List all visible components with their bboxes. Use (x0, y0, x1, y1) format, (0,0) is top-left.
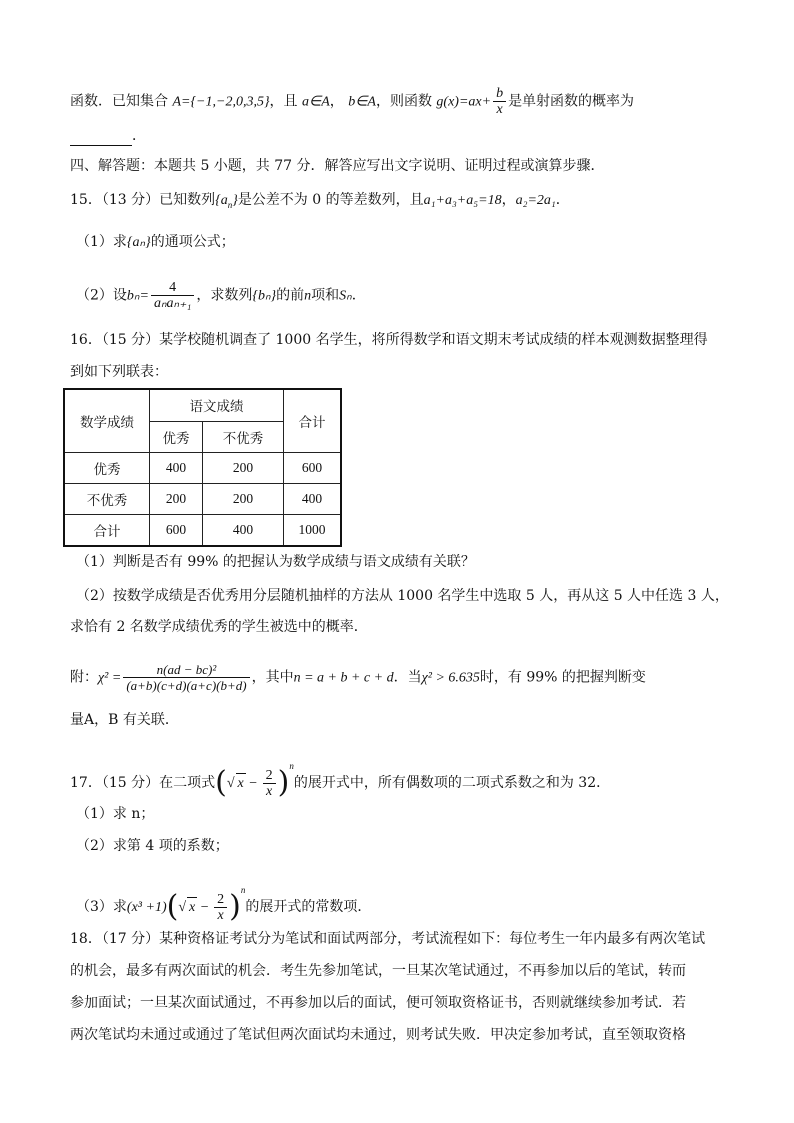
right-paren: ) (277, 765, 290, 800)
binomial-body: √ x − $\frac{2}{x}$ (178, 900, 229, 915)
q16-line2: 到如下列联表： (70, 364, 168, 380)
minus: − (245, 776, 261, 791)
left-paren: ( (166, 889, 179, 924)
q15-b-def: bₙ= (126, 288, 149, 304)
q15-seq-close: } (232, 193, 238, 208)
answer-blank-line (70, 126, 146, 146)
cell: 400 (150, 453, 203, 484)
period: ． (132, 128, 146, 144)
table-row (64, 453, 341, 484)
cell: 600 (150, 515, 203, 547)
exponent: n (240, 885, 246, 895)
intro-connector-2: ，则函数 (375, 93, 432, 110)
minus: − (197, 900, 213, 915)
q17-stem (70, 756, 610, 799)
table-group-header: 语文成绩 (150, 389, 284, 421)
chi-threshold: χ² > 6.635 (421, 670, 480, 686)
q15-seq-a: {a (215, 193, 228, 208)
q16-part2-l1: （2）按数学成绩是否优秀用分层随机抽样的方法从 1000 名学生中选取 5 人，再从这 5 人中任选 3 人， (76, 588, 729, 604)
table-sub-header-1: 优秀 (150, 421, 203, 453)
q15-p2-S: Sₙ (339, 288, 352, 304)
cell: 200 (203, 453, 284, 484)
set-expression: A={−1,−2,0,3,5} (172, 94, 270, 110)
q17-part1: （1）求 n； (76, 806, 155, 822)
polynomial: (x³ +1) (126, 900, 167, 915)
left-paren: ( (215, 765, 227, 800)
contingency-table (63, 388, 342, 547)
q17-p3-pre: （3）求 (76, 899, 127, 915)
q16-part2-l2: 求恰有 2 名数学成绩优秀的学生被选中的概率． (70, 619, 368, 635)
period: ． (555, 192, 570, 208)
answer-blank (70, 131, 132, 146)
q15-p2-mid: ，求数列 (196, 287, 253, 304)
right-paren: ) (229, 889, 241, 924)
frac-den: x (496, 102, 503, 117)
appendix-connector: ，其中 (251, 669, 294, 686)
q15-seq (215, 193, 238, 208)
intro-line (70, 86, 634, 117)
intro-question: 是单射函数的概率为 (508, 93, 635, 110)
table-corner: 数学成绩 (64, 389, 150, 453)
q18-line: 两次笔试均未通过或通过了笔试但两次面试均未通过，则考试失败．甲决定参加考试，直至领取资格 (70, 1027, 686, 1043)
q15-condition-2: a₂=2a₁ (515, 193, 556, 208)
row-label: 优秀 (64, 453, 150, 484)
frac-num: b (493, 86, 506, 102)
function-g: g(x)=ax+ (436, 94, 492, 110)
q15-p2-seq: {bₙ} (252, 288, 277, 304)
q15-fraction (151, 280, 194, 311)
q15-p1-seq: {aₙ} (126, 235, 151, 250)
q15-part1 (76, 232, 235, 253)
two-over-x (263, 768, 276, 799)
q16-line1: 16．（15 分）某学校随机调查了 1000 名学生，将所得数学和语文期末考试成绩的样本观测数据整理得 (70, 332, 708, 348)
cell: 600 (284, 453, 342, 484)
section-heading: 四、解答题：本题共 5 小题，共 77 分．解答应写出文字说明、证明过程或演算步骤． (70, 158, 605, 174)
q16-appendix-l2: 量A，B 有关联． (70, 712, 179, 728)
q18-line: 的机会，最多有两次面试的机会．考生先参加笔试，一旦某次笔试通过，不再参加以后的笔试，转而 (70, 963, 686, 979)
q16-appendix (70, 662, 646, 693)
q15-frac-num: 4 (151, 280, 194, 296)
appendix-end: 时，有 99% 的把握判断变 (479, 669, 646, 686)
intro-connector: ，且 (269, 93, 298, 110)
b-membership: b∈A (348, 94, 376, 110)
sqrt-arg: x (236, 773, 246, 794)
q17-part2: （2）求第 4 项的系数； (76, 838, 229, 854)
q18-line: 参加面试；一旦某次面试通过，不再参加以后的面试，便可领取资格证书，否则就继续参加考试．若 (70, 995, 686, 1011)
q15-stem (70, 190, 570, 215)
cell: 200 (203, 484, 284, 515)
q15-p2-n: n (304, 288, 312, 304)
q15-mid: 是公差不为 0 的等差数列，且 (237, 192, 424, 208)
comma: ， (501, 192, 516, 208)
q16-part1: （1）判断是否有 99% 的把握认为数学成绩与语文成绩有关联？ (76, 554, 475, 570)
chi-den: (a+b)(c+d)(a+c)(b+d) (126, 678, 247, 693)
q15-p1-post: 的通项公式； (150, 234, 235, 250)
frac-den: x (266, 784, 273, 800)
row-label: 合计 (64, 515, 150, 547)
cell: 400 (203, 515, 284, 547)
n-expression: n = a + b + c + d (293, 670, 394, 686)
table-total-header: 合计 (284, 389, 342, 453)
chi-num: n(ad − bc)² (123, 662, 249, 678)
q15-p2-pre: （2）设 (76, 287, 127, 304)
chi-square-fraction (123, 662, 249, 693)
frac-num: 2 (214, 892, 227, 908)
cell: 200 (150, 484, 203, 515)
table-sub-header-2: 不优秀 (203, 421, 284, 453)
period: ． (351, 287, 366, 304)
table-row (64, 484, 341, 515)
q15-p2-mid3: 项和 (311, 287, 340, 304)
q18-line: 18．（17 分）某种资格证考试分为笔试和面试两部分，考试流程如下：每位考生一年内最多有两次笔试 (70, 931, 706, 947)
intro-text: 函数．已知集合 (70, 93, 168, 110)
q15-condition-1: ₁+a₃+a₅=18 (430, 193, 502, 208)
exponent: n (289, 761, 294, 771)
q17-head: 17．（15 分）在二项式 (70, 775, 216, 791)
q17-post: 的展开式中，所有偶数项的二项式系数之和为 32． (293, 775, 611, 791)
two-over-x (214, 892, 227, 923)
cell: 400 (284, 484, 342, 515)
frac-den: x (217, 908, 224, 924)
q17-part3 (76, 880, 371, 923)
cell: 1000 (284, 515, 342, 547)
a-membership: a∈A (302, 94, 330, 110)
binomial-body: √ x − $\frac{2}{x}$ (227, 776, 278, 791)
q15-part2 (76, 280, 366, 311)
chi-square-symbol: χ² = (98, 670, 122, 686)
comma: ， (329, 93, 344, 110)
q15-frac-den: aₙaₙ₊₁ (153, 296, 192, 311)
q15-p2-mid2: 的前 (276, 287, 305, 304)
row-label: 不优秀 (64, 484, 150, 515)
q15-p1-pre: （1）求 (76, 234, 127, 250)
table-row (64, 515, 341, 547)
appendix-label: 附： (70, 669, 98, 686)
frac-num: 2 (263, 768, 276, 784)
q15-head: 15．（13 分）已知数列 (70, 192, 216, 208)
sqrt-arg: x (187, 897, 197, 918)
b-over-x-fraction (493, 86, 506, 117)
q15-cond-a: a (423, 193, 431, 208)
q17-p3-post: 的展开式的常数项． (245, 899, 372, 915)
q15-seq-sub: n (227, 199, 233, 210)
appendix-connector-2: ．当 (393, 669, 422, 686)
